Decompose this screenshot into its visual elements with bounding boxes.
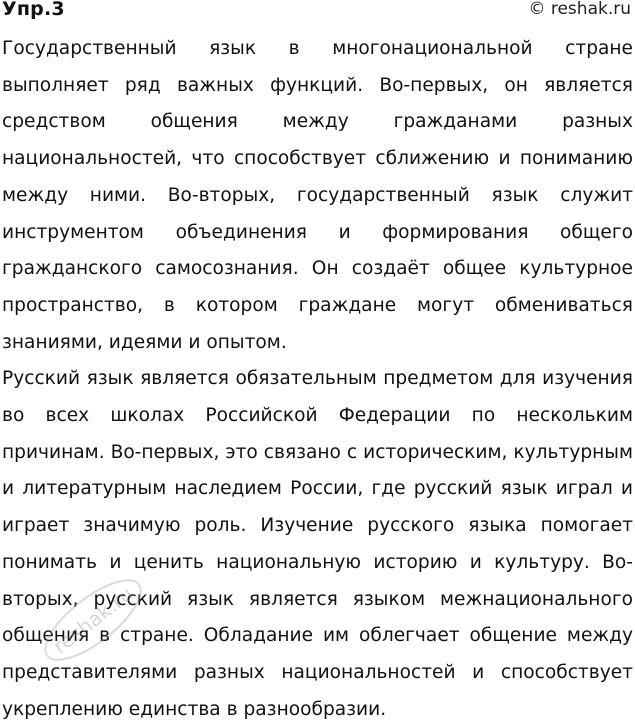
exercise-title: Упр.3 [2, 0, 65, 20]
paragraph-2: Русский язык является обязательным предметом для изучения во всех школах Российской Федерации по нескольким причинам. Во-первых, это связано с историческим, культурным и литературным наследием России, где русский язык играл и играет значимую роль. Изучение русского языка помогает понимать и ценить национальную историю и культуру. Во-вторых, русский язык является языком межнационального общения в стране. Обладание им облегчает общение между представителями разных национальностей и способствует укреплению единства в разнообразии. [2, 368, 633, 720]
page-header [2, 0, 631, 22]
source-credit: © reshak.ru [528, 0, 631, 19]
watermark-text: reshak.ru [48, 581, 138, 659]
answer-text [2, 31, 633, 728]
paragraph-1: Государственный язык в многонациональной стране выполняет ряд важных функций. Во-первых, он является средством общения между гражданами разных национальностей, что способствует сближению и пониманию между ними. Во-вторых, государственный язык служит инструментом объединения и формирования общего гражданского самосознания. Он создаёт общее культурное пространство, в котором граждане могут обмениваться знаниями, идеями и опытом. [2, 38, 633, 353]
